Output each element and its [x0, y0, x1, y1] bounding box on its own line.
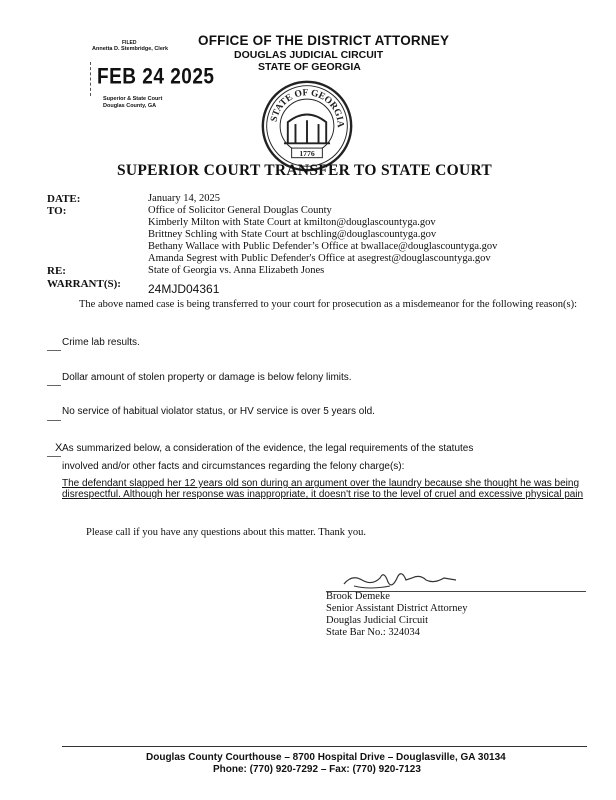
- document-title: SUPERIOR COURT TRANSFER TO STATE COURT: [117, 162, 493, 179]
- reason-dollar-amount: Dollar amount of stolen property or damage is below felony limits.: [62, 372, 352, 383]
- seal-text: STATE OF GEORGIA: [268, 87, 346, 128]
- circuit-name: DOUGLAS JUDICIAL CIRCUIT: [234, 49, 384, 61]
- date-value: January 14, 2025: [148, 193, 221, 204]
- reason-summarized-line1: As summarized below, a consideration of the evidence, the legal requirements of the statutes: [62, 443, 474, 454]
- reason-checkbox-blank: [47, 350, 61, 351]
- stamp-mark: [90, 62, 92, 96]
- recipient-line: Brittney Schling with State Court at bschling@douglascountyga.gov: [148, 229, 437, 240]
- recipient-line: Amanda Segrest with Public Defender's Office at asegrest@douglascountyga.gov: [148, 253, 491, 264]
- re-value: State of Georgia vs. Anna Elizabeth Jones: [148, 265, 325, 276]
- signer-circuit: Douglas Judicial Circuit: [326, 615, 429, 626]
- signer-name: Brook Demeke: [326, 591, 390, 602]
- signer-title: Senior Assistant District Attorney: [326, 603, 468, 614]
- reason-checkbox-blank: [47, 420, 61, 421]
- handwritten-signature: [340, 566, 460, 594]
- stamp-date: FEB 24 2025: [97, 65, 215, 90]
- reason-checked-mark: X: [55, 442, 63, 454]
- state-seal-icon: [259, 78, 355, 174]
- closing-text: Please call if you have any questions about this matter. Thank you.: [86, 527, 367, 538]
- stamp-court-line2: Douglas County, GA: [103, 103, 157, 109]
- intro-paragraph: The above named case is being transferred to your court for prosecution as a misdemeanor for the following reason(s):: [79, 299, 577, 310]
- recipient-line: Bethany Wallace with Public Defender’s Office at bwallace@douglascountyga.gov: [148, 241, 498, 252]
- stamp-court-line1: Superior & State Court: [103, 96, 163, 102]
- recipient-line: Office of Solicitor General Douglas County: [148, 205, 332, 216]
- case-summary: The defendant slapped her 12 years old son during an argument over the laundry because she thought he was being disrespectful. Although her response was inappropriate, it doesn't rise to the level of cruel and excessive physical pain: [62, 478, 584, 500]
- footer-phone: Phone: (770) 920-7292 – Fax: (770) 920-7123: [213, 764, 421, 775]
- date-label: DATE:: [47, 193, 81, 205]
- reason-summarized-line2: involved and/or other facts and circumstances regarding the felony charge(s):: [62, 461, 405, 472]
- to-label: TO:: [47, 205, 67, 217]
- footer-address: Douglas County Courthouse – 8700 Hospital Drive – Douglasville, GA 30134: [146, 752, 506, 763]
- reason-habitual-violator: No service of habitual violator status, or HV service is over 5 years old.: [62, 406, 375, 417]
- seal-year: 1776: [299, 148, 315, 158]
- stamp-clerk: Annetta D. Stembridge, Clerk: [92, 46, 169, 52]
- warrant-label: WARRANT(S):: [47, 278, 121, 290]
- state-name: STATE OF GEORGIA: [258, 61, 361, 73]
- warrant-value: 24MJD04361: [148, 282, 220, 296]
- recipient-line: Kimberly Milton with State Court at kmilton@douglascountyga.gov: [148, 217, 436, 228]
- reason-crime-lab: Crime lab results.: [62, 337, 140, 348]
- signer-bar-number: State Bar No.: 324034: [326, 627, 420, 638]
- re-label: RE:: [47, 265, 66, 277]
- footer-divider: [62, 746, 587, 747]
- reason-checkbox-line: [47, 456, 61, 457]
- stamp-filed: FILED: [122, 40, 137, 46]
- reason-checkbox-blank: [47, 385, 61, 386]
- office-title: OFFICE OF THE DISTRICT ATTORNEY: [198, 33, 450, 48]
